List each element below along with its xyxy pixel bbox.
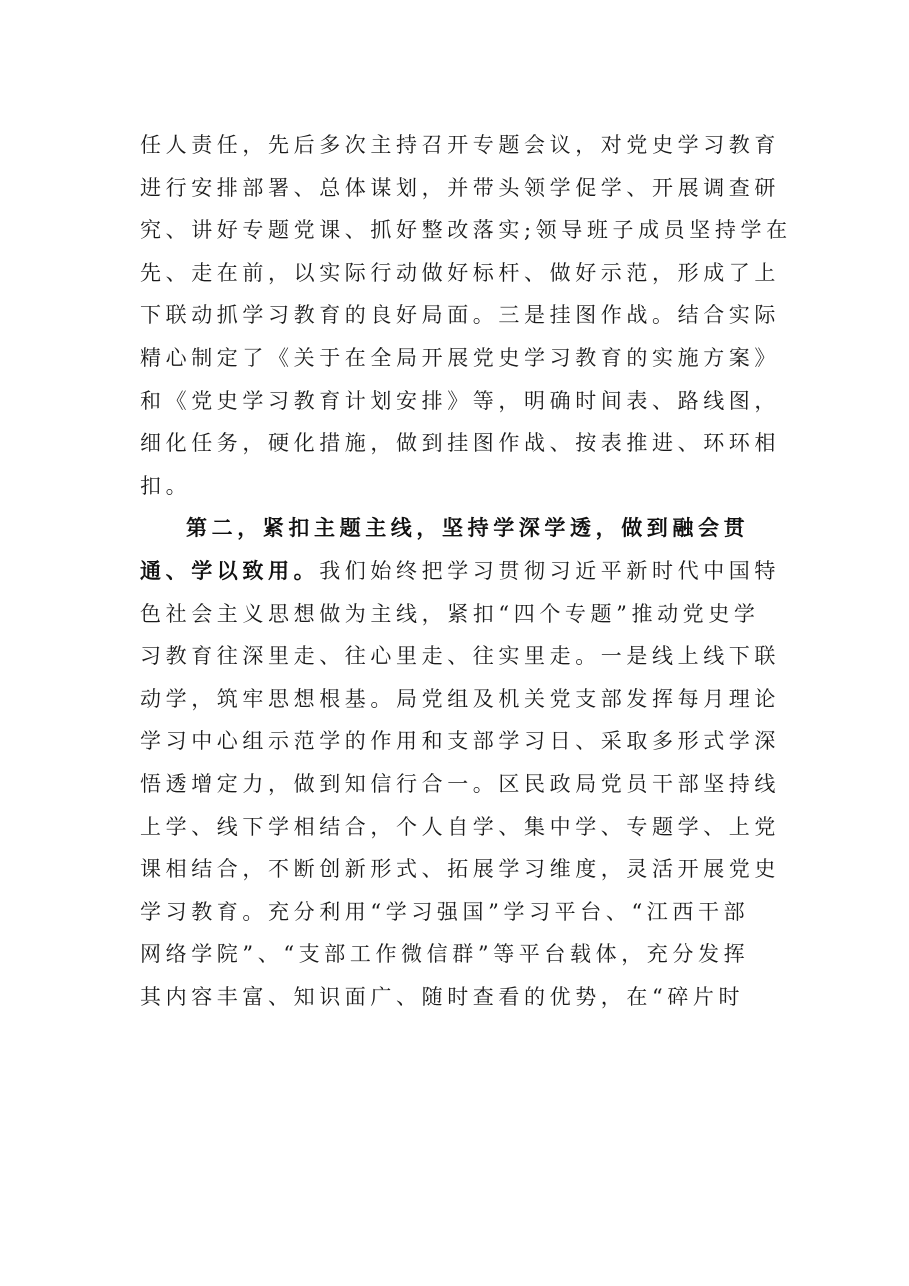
text-line: 网络学院”、“支部工作微信群”等平台载体，充分发挥	[140, 942, 750, 967]
text-line: 课相结合，不断创新形式、拓展学习维度，灵活开展党史	[140, 857, 780, 882]
text-line: 其内容丰富、知识面广、随时查看的优势，在“碎片时	[140, 984, 745, 1009]
text-run: 我们始终把学习贯彻习近平新时代中国特	[319, 558, 781, 583]
section-heading-line	[140, 507, 780, 550]
document-body	[140, 124, 792, 1018]
text-line: 和《党史学习教育计划安排》等，明确时间表、路线图，	[140, 388, 780, 413]
text-line: 学习中心组示范学的作用和支部学习日、采取多形式学深	[140, 729, 780, 754]
text-line: 细化任务，硬化措施，做到挂图作战、按表推进、环环相	[140, 431, 780, 456]
text-line: 学习教育。充分利用“学习强国”学习平台、“江西干部	[140, 899, 750, 924]
text-line: 扣。	[140, 473, 192, 498]
text-line: 进行安排部署、总体谋划，并带头领学促学、开展调查研	[140, 175, 780, 200]
text-line: 动学，筑牢思想根基。局党组及机关党支部发挥每月理论	[140, 686, 780, 711]
text-line: 悟透增定力，做到知信行合一。区民政局党员干部坚持线	[140, 771, 780, 796]
text-line	[140, 550, 780, 593]
section-heading: 第二，紧扣主题主线，坚持学深学透，做到融会贯	[186, 515, 750, 541]
text-line: 下联动抓学习教育的良好局面。三是挂图作战。结合实际	[140, 303, 780, 328]
text-line: 究、讲好专题党课、抓好整改落实;领导班子成员坚持学在	[140, 218, 792, 243]
section-heading-end: 通、学以致用。	[140, 557, 320, 583]
text-line: 任人责任，先后多次主持召开专题会议，对党史学习教育	[140, 133, 780, 157]
text-line: 上学、线下学相结合，个人自学、集中学、专题学、上党	[140, 814, 780, 839]
text-line: 习教育往深里走、往心里走、往实里走。一是线上线下联	[140, 644, 780, 669]
text-line: 先、走在前，以实际行动做好标杆、做好示范，形成了上	[140, 260, 780, 285]
text-line: 精心制定了《关于在全局开展党史学习教育的实施方案》	[140, 345, 780, 370]
text-line: 色社会主义思想做为主线，紧扣“四个专题”推动党史学	[140, 601, 760, 626]
